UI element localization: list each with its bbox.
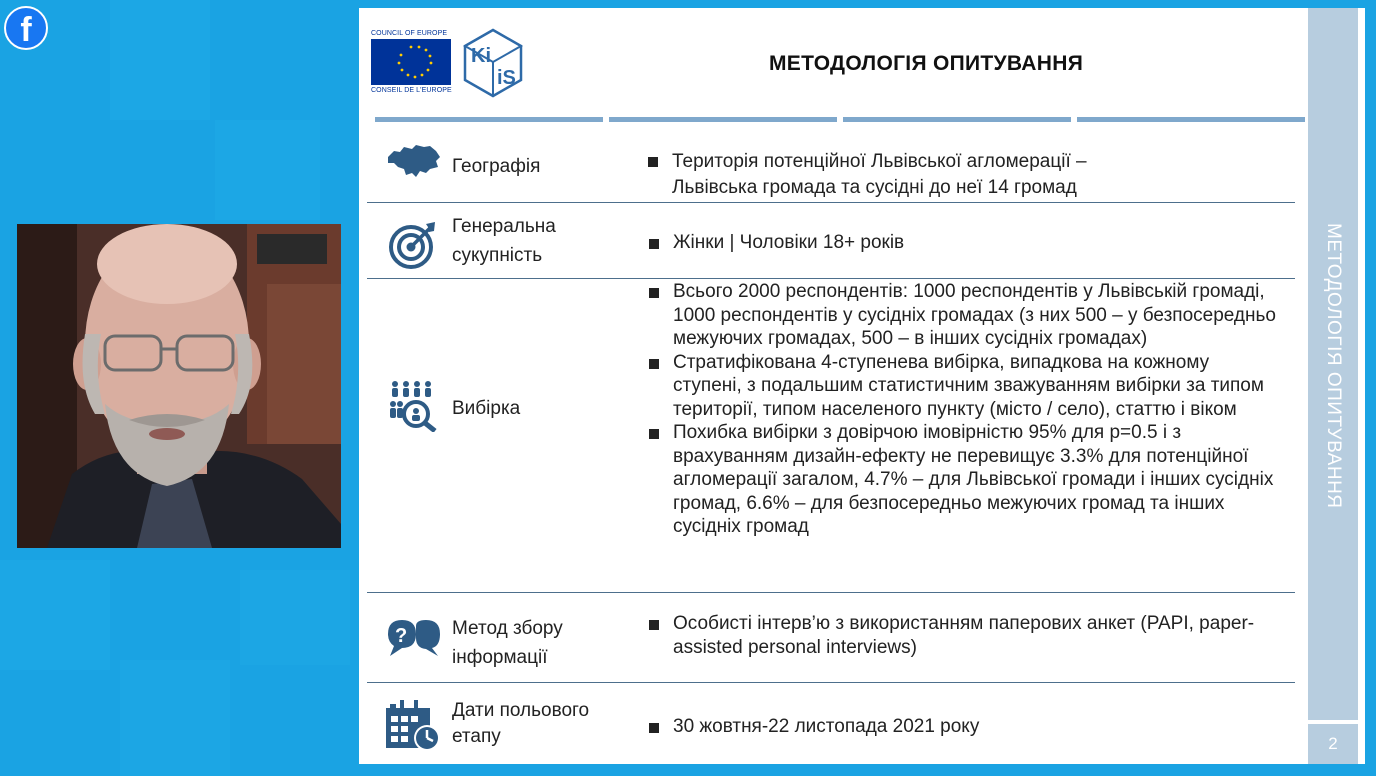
bullet-item: Стратифікована 4-ступенева вибірка, випадкова на кожному ступені, з подальшим статистичним зважуванням вибірки за типом території, типом населеного пункту (місто / село), статтю і віком	[647, 351, 1277, 422]
target-icon	[388, 220, 438, 270]
coe-logo-text-bottom: CONSEIL DE L'EUROPE	[371, 87, 452, 94]
calendar-clock-icon	[386, 698, 442, 752]
bullet-item: Похибка вибірки з довірчою імовірністю 95% для p=0.5 і з врахуванням дизайн-ефекту не перевищує 3.3% для потенційної агломерації загалом, 4.7% – для Львівської громади і інших сусідніх громад, 6.6% – для безпосередньо межуючих громад та інших сусідніх громад	[647, 421, 1277, 539]
bullet-item: Особисті інтерв’ю з використанням паперових анкет (PAPI, paper-assisted personal interviews)	[647, 612, 1277, 659]
svg-text:?: ?	[395, 625, 408, 647]
slide-title: МЕТОДОЛОГІЯ ОПИТУВАННЯ	[769, 52, 1084, 75]
row-label-geography: Географія	[452, 156, 541, 177]
bullet-item: Всього 2000 респондентів: 1000 респондентів у Львівській громаді, 1000 респондентів у сусідніх громадах (з них 500 – у безпосередньо межуючих громадах, 500 – в інших сусідніх громадах)	[647, 280, 1277, 351]
background-tile	[240, 570, 350, 665]
row-bullets-sample	[647, 280, 1277, 539]
row-label-sample: Вибірка	[452, 398, 521, 419]
background-tile	[120, 660, 230, 776]
eu-flag-icon	[371, 39, 451, 85]
bullet-item: Територія потенційної Львівської агломерації – Львівська громада та сусідні до неї 14 громад	[646, 149, 1146, 201]
title-underline	[375, 117, 1305, 122]
row-divider	[367, 592, 1295, 593]
page-number: 2	[1308, 724, 1358, 764]
background-tile	[215, 120, 320, 220]
coe-logo-text-top: COUNCIL OF EUROPE	[371, 30, 448, 37]
background-tile	[110, 0, 210, 120]
facebook-icon[interactable]: f	[4, 6, 48, 50]
bullet-item: 30 жовтня-22 листопада 2021 року	[647, 715, 1287, 739]
row-divider	[367, 278, 1295, 279]
bullet-item: Жінки | Чоловіки 18+ років	[647, 231, 1287, 255]
people-magnifier-icon	[388, 380, 438, 432]
kiis-logo	[461, 28, 525, 98]
row-bullets-population	[647, 231, 1287, 255]
row-divider	[367, 682, 1295, 683]
presenter-webcam	[17, 224, 341, 548]
row-label-population: Генеральна сукупність	[452, 216, 556, 266]
presentation-slide	[359, 8, 1365, 764]
row-divider	[367, 202, 1295, 203]
council-of-europe-logo	[371, 30, 451, 96]
row-bullets-dates	[647, 715, 1287, 739]
svg-text:iS: iS	[497, 67, 516, 89]
row-bullets-geography	[646, 149, 1146, 201]
presenter-video-frame	[17, 224, 341, 548]
svg-text:Ki: Ki	[471, 45, 491, 67]
row-label-dates: Дати польового етапу	[452, 700, 590, 747]
row-label-method: Метод збору інформації	[452, 618, 563, 668]
speech-bubbles-question-icon	[386, 620, 442, 658]
side-label	[1308, 8, 1358, 720]
row-bullets-method	[647, 612, 1277, 659]
side-label-text: МЕТОДОЛОГІЯ ОПИТУВАННЯ	[1323, 223, 1344, 509]
background-tile	[0, 560, 110, 670]
map-of-ukraine-icon	[386, 143, 442, 181]
